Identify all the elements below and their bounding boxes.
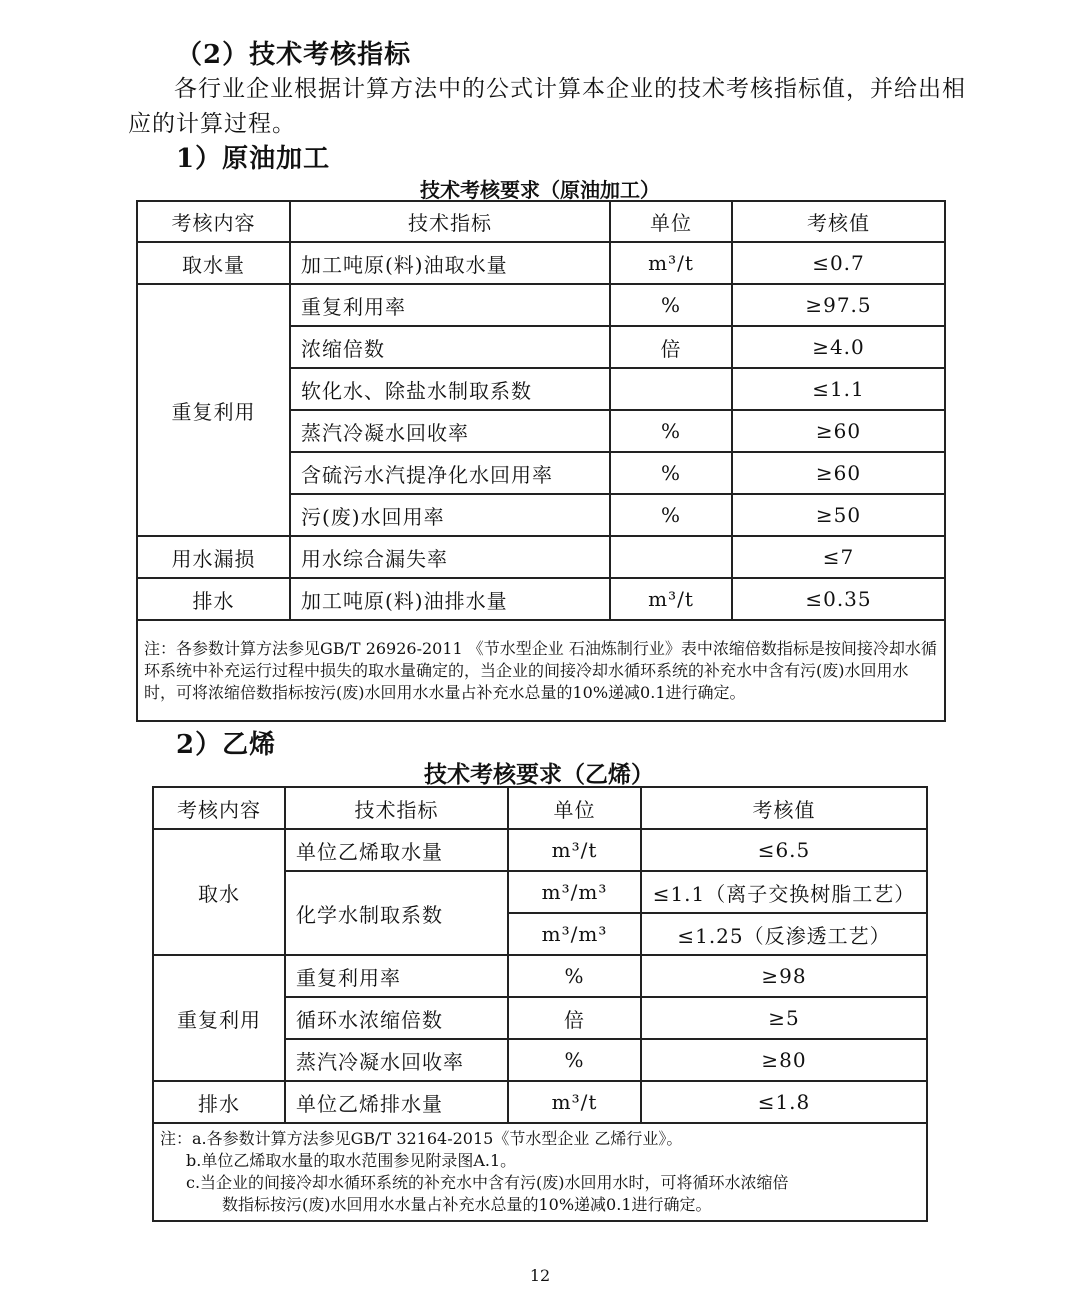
indicator-cell: 加工吨原(料)油取水量 [290,242,610,284]
indicator-cell: 单位乙烯取水量 [285,829,508,871]
unit-cell: % [508,955,641,997]
table-note-row [137,620,945,721]
unit-cell [610,368,732,410]
unit-cell: % [610,494,732,536]
column-header: 单位 [508,787,641,829]
table-row [137,578,945,620]
value-cell: ≤1.8 [641,1081,927,1123]
unit-cell: m³/m³ [508,913,641,955]
unit-cell: 倍 [508,997,641,1039]
table-row [137,242,945,284]
column-header: 考核值 [641,787,927,829]
category-cell: 取水量 [137,242,290,284]
indicator-cell: 浓缩倍数 [290,326,610,368]
indicator-cell: 加工吨原(料)油排水量 [290,578,610,620]
unit-cell: m³/t [508,829,641,871]
table-header-row [137,201,945,242]
subsection-heading-ethylene: 2）乙烯 [176,730,277,760]
unit-cell: m³/t [508,1081,641,1123]
unit-cell [610,536,732,578]
unit-cell: % [610,452,732,494]
category-cell: 用水漏损 [137,536,290,578]
value-cell: ≥80 [641,1039,927,1081]
value-cell: ≥97.5 [732,284,945,326]
table-row [153,829,927,871]
category-cell: 重复利用 [137,284,290,536]
column-header: 单位 [610,201,732,242]
value-cell: ≥60 [732,452,945,494]
column-header: 考核值 [732,201,945,242]
value-cell: ≤1.1（离子交换树脂工艺） [641,871,927,913]
indicator-cell: 循环水浓缩倍数 [285,997,508,1039]
column-header: 考核内容 [137,201,290,242]
intro-text: 各行业企业根据计算方法中的公式计算本企业的技术考核指标值，并给出相应的计算过程。 [128,76,966,137]
value-cell: ≥50 [732,494,945,536]
column-header: 技术指标 [285,787,508,829]
intro-paragraph [128,72,968,142]
table-note-row [153,1123,927,1221]
subsection-heading-crude-oil: 1）原油加工 [176,144,331,174]
indicator-cell: 重复利用率 [285,955,508,997]
column-header: 技术指标 [290,201,610,242]
value-cell: ≤1.1 [732,368,945,410]
indicator-cell: 用水综合漏失率 [290,536,610,578]
unit-cell: 倍 [610,326,732,368]
category-cell: 排水 [153,1081,285,1123]
value-cell: ≤7 [732,536,945,578]
indicator-cell: 单位乙烯排水量 [285,1081,508,1123]
unit-cell: m³/m³ [508,871,641,913]
table-row [137,536,945,578]
unit-cell: % [508,1039,641,1081]
value-cell: ≥60 [732,410,945,452]
ethylene-table [152,786,928,1222]
category-cell: 重复利用 [153,955,285,1081]
crude-oil-table [136,200,946,722]
indicator-cell: 重复利用率 [290,284,610,326]
value-cell: ≥4.0 [732,326,945,368]
unit-cell: % [610,410,732,452]
table-row [153,1081,927,1123]
category-cell: 排水 [137,578,290,620]
table-row [153,955,927,997]
value-cell: ≥98 [641,955,927,997]
note-line: 数指标按污(废)水回用水水量占补充水总量的10%递减0.1进行确定。 [222,1195,712,1214]
section-heading: （2）技术考核指标 [176,40,412,70]
unit-cell: m³/t [610,242,732,284]
table-row [137,284,945,326]
table-note [153,1123,927,1221]
value-cell: ≤0.35 [732,578,945,620]
note-line: c.当企业的间接冷却水循环系统的补充水中含有污(废)水回用水时，可将循环水浓缩倍 [186,1173,789,1192]
note-line: 注：a.各参数计算方法参见GB/T 32164-2015《节水型企业 乙烯行业》。 [160,1129,683,1148]
value-cell: ≤0.7 [732,242,945,284]
table-note: 注：各参数计算方法参见GB/T 26926-2011 《节水型企业 石油炼制行业》表中浓缩倍数指标是按间接冷却水循环系统中补充运行过程中损失的取水量确定的，当企业的间接冷却水循环系统的补充水中含有污(废)水回用水时，可将浓缩倍数指标按污(废)水回用水水量占补充水总量的10%递减0.1进行确定。 [137,620,945,721]
unit-cell: % [610,284,732,326]
value-cell: ≤6.5 [641,829,927,871]
note-line: b.单位乙烯取水量的取水范围参见附录图A.1。 [186,1151,517,1170]
indicator-cell: 蒸汽冷凝水回收率 [285,1039,508,1081]
unit-cell: m³/t [610,578,732,620]
value-cell: ≥5 [641,997,927,1039]
indicator-cell: 蒸汽冷凝水回收率 [290,410,610,452]
table-header-row [153,787,927,829]
indicator-cell: 软化水、除盐水制取系数 [290,368,610,410]
page-number: 12 [529,1266,551,1285]
value-cell: ≤1.25（反渗透工艺） [641,913,927,955]
indicator-cell: 污(废)水回用率 [290,494,610,536]
indicator-cell: 化学水制取系数 [285,871,508,955]
column-header: 考核内容 [153,787,285,829]
table-caption-crude-oil: 技术考核要求（原油加工） [420,178,660,202]
table-caption-ethylene: 技术考核要求（乙烯） [424,761,654,788]
indicator-cell: 含硫污水汽提净化水回用率 [290,452,610,494]
category-cell: 取水 [153,829,285,955]
